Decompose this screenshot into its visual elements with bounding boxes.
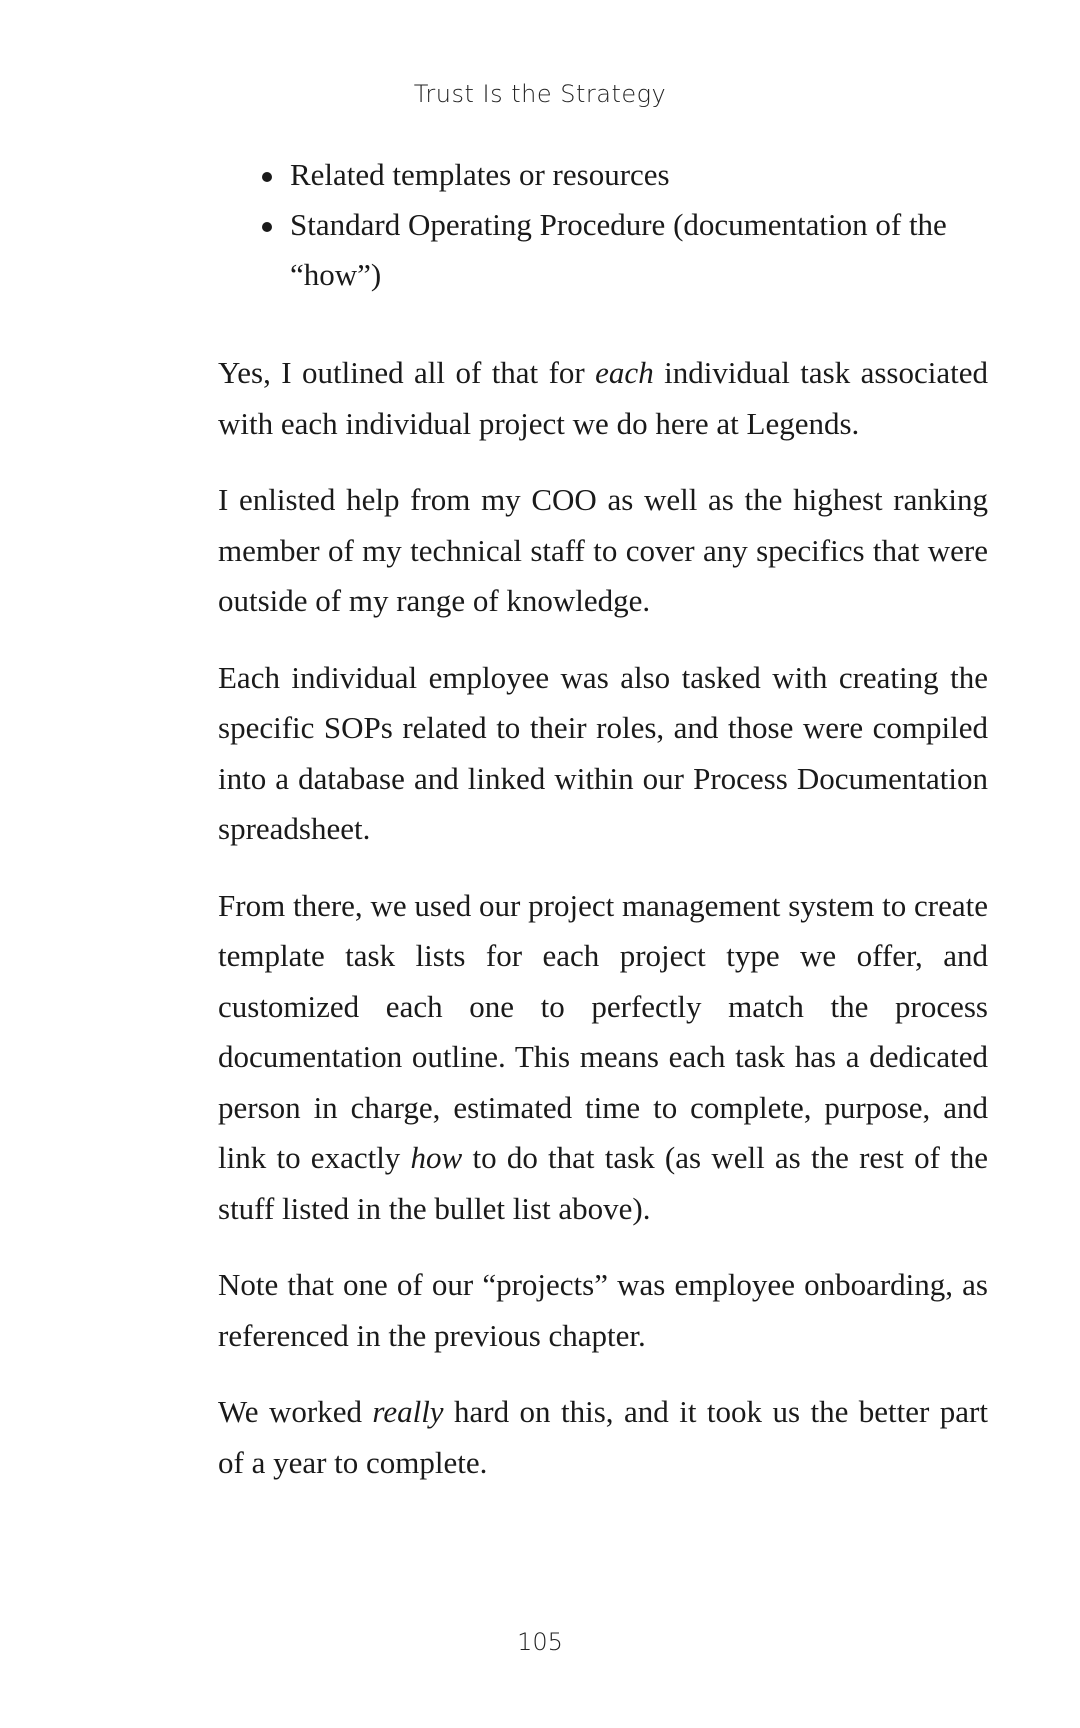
text-run: We worked	[218, 1394, 373, 1429]
emphasis: really	[372, 1394, 444, 1429]
paragraph	[218, 348, 988, 449]
running-header: Trust Is the Strategy	[413, 80, 667, 108]
text-run: individual task associated with each individual project we do here at Legends.	[218, 355, 989, 441]
paragraph	[218, 1387, 988, 1488]
paragraph	[218, 881, 988, 1235]
bullet-item: Related templates or resources	[256, 150, 988, 200]
text-run: From there, we used our project management system to create template task lists for each project type we offer, and customized each one to perfectly match the process documentation outline. This means each task has a dedicated person in charge, estimated time to complete, purpose, and link to exactly	[218, 887, 988, 1175]
emphasis: how	[410, 1140, 463, 1175]
paragraph: Each individual employee was also tasked with creating the specific SOPs related to their roles, and those were compiled into a database and linked within our Process Documentation spreadsheet.	[218, 659, 988, 846]
page-body	[218, 150, 988, 1488]
bullet-item: Standard Operating Procedure (documentation of the “how”)	[256, 200, 988, 300]
paragraph: Note that one of our “projects” was employee onboarding, as referenced in the previous chapter.	[218, 1267, 988, 1353]
paragraph: I enlisted help from my COO as well as the highest ranking member of my technical staff to cover any specifics that were outside of my range of knowledge.	[218, 482, 988, 618]
page-number: 105	[517, 1628, 563, 1656]
bullet-list	[218, 150, 988, 300]
text-run: Yes, I outlined all of that for	[218, 355, 596, 390]
text-run: hard on this, and it took us the better part of a year to complete.	[218, 1394, 988, 1480]
text-run: to do that task (as well as the rest of the stuff listed in the bullet list above).	[218, 1140, 989, 1226]
emphasis: each	[595, 355, 654, 390]
